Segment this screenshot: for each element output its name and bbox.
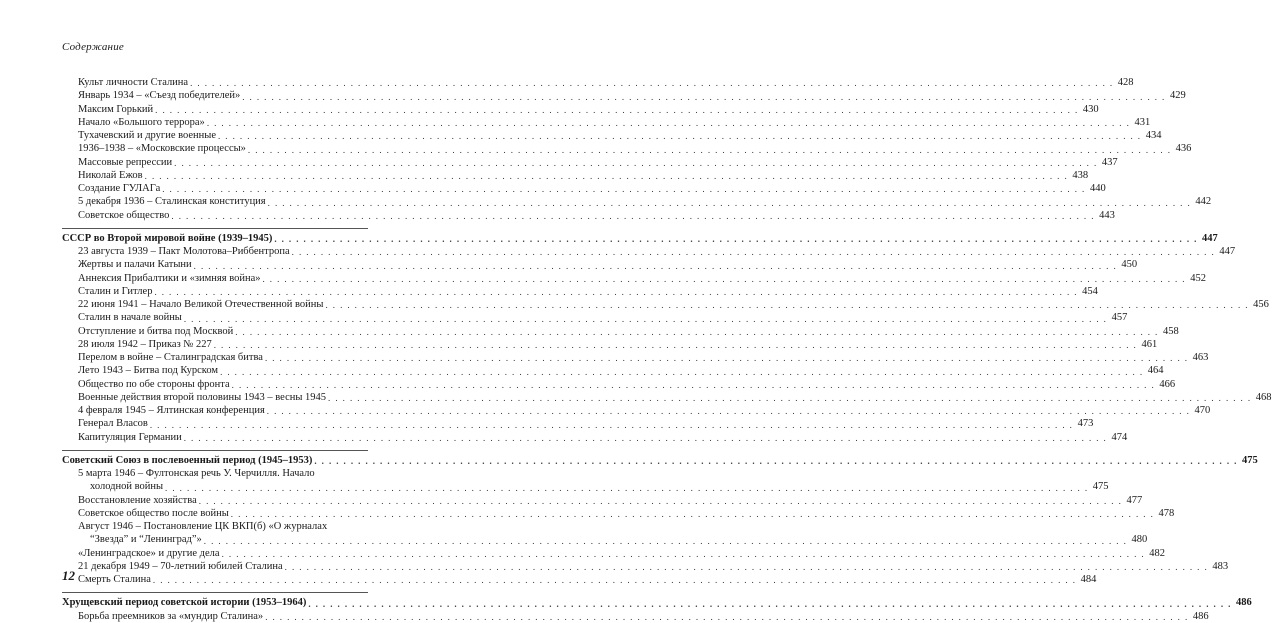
- toc-entry-page: 461: [1141, 338, 1158, 350]
- toc-entry-title: Советское общество после войны: [78, 507, 229, 519]
- dot-leader: [265, 611, 1188, 623]
- toc-entry[interactable]: [62, 311, 1128, 324]
- toc-entry-page: 464: [1147, 365, 1164, 377]
- toc-entry-page: 486: [1236, 597, 1252, 609]
- toc-entry-title: Общество по обе стороны фронта: [78, 378, 230, 390]
- toc-entry-page: 474: [1111, 431, 1128, 443]
- dot-leader: [190, 77, 1113, 89]
- dot-leader: [199, 495, 1122, 507]
- toc-entry-page: 482: [1149, 547, 1166, 559]
- toc-entry-page: 484: [1080, 574, 1097, 585]
- toc-entry-page: 477: [1126, 494, 1143, 506]
- dot-leader: [150, 419, 1073, 431]
- dot-leader: [242, 91, 1165, 103]
- toc-entry-title: Восстановление хозяйства: [78, 494, 197, 506]
- toc-entry-page: 450: [1121, 259, 1138, 271]
- toc-entry-title: Советский Союз в послевоенный период (1945–1953): [62, 454, 313, 466]
- dot-leader: [162, 183, 1085, 195]
- toc-entry-title: 5 декабря 1936 – Сталинская конституция: [78, 196, 266, 208]
- toc-entry-title: «Ленинградское» и другие дела: [78, 547, 220, 559]
- toc-entry[interactable]: [62, 129, 1162, 142]
- toc-entry-page: 466: [1159, 378, 1176, 390]
- toc-entry-title: Военные действия второй половины 1943 – весны 1945: [78, 391, 327, 403]
- toc-entry-title: Сталин в начале войны: [78, 312, 182, 324]
- toc-entry-page: 452: [1190, 272, 1206, 284]
- toc-entry-title: Перелом в войне – Сталинградская битва: [78, 352, 263, 363]
- toc-entry-page: 468: [1255, 391, 1272, 403]
- toc-entry-page: 478: [1158, 507, 1175, 519]
- dot-leader: [220, 366, 1143, 378]
- dot-leader: [235, 326, 1158, 338]
- dot-leader: [265, 352, 1188, 364]
- toc-section-heading[interactable]: [62, 592, 1252, 609]
- toc-entry-title: Сталин и Гитлер: [78, 285, 153, 297]
- toc-entry-title: Смерть Сталина: [78, 574, 151, 585]
- toc-entry-title: Борьба преемников за «мундир Сталина»: [78, 610, 264, 622]
- toc-entry-page: 437: [1101, 156, 1118, 168]
- toc-entry-page: 456: [1253, 299, 1269, 310]
- toc-entry[interactable]: [62, 298, 1269, 311]
- toc-entry-title: 28 июля 1942 – Приказ № 227: [78, 338, 212, 350]
- toc-entry[interactable]: [62, 103, 1099, 116]
- toc-entry[interactable]: [62, 417, 1094, 430]
- table-of-contents: [62, 76, 1272, 623]
- toc-entry[interactable]: [62, 156, 1118, 169]
- toc-entry-page: 463: [1192, 352, 1209, 363]
- toc-entry[interactable]: [62, 142, 1192, 155]
- toc-entry[interactable]: [62, 467, 1109, 494]
- toc-entry[interactable]: [62, 195, 1212, 208]
- toc-entry[interactable]: [62, 209, 1115, 222]
- toc-entry[interactable]: [62, 258, 1138, 271]
- toc-entry[interactable]: [62, 520, 1148, 547]
- dot-leader: [325, 299, 1248, 311]
- dot-leader: [184, 432, 1107, 444]
- dot-leader: [204, 535, 1127, 547]
- toc-entry[interactable]: [62, 169, 1089, 182]
- dot-leader: [274, 233, 1197, 245]
- toc-entry-page: 473: [1077, 418, 1094, 430]
- dot-leader: [222, 548, 1145, 560]
- toc-entry-page: 486: [1192, 610, 1209, 622]
- toc-entry-page: 442: [1195, 196, 1212, 208]
- toc-entry[interactable]: [62, 272, 1206, 285]
- toc-entry-title-continued: холодной войны: [90, 481, 164, 493]
- toc-entry-page: 443: [1099, 209, 1115, 221]
- toc-entry-title: Генерал Власов: [78, 418, 148, 430]
- toc-entry-title: Начало «Большого террора»: [78, 116, 205, 128]
- toc-section-heading[interactable]: [62, 450, 1258, 467]
- toc-entry-title: Советское общество: [78, 209, 170, 221]
- toc-entry-title: 22 июня 1941 – Начало Великой Отечественной войны: [78, 299, 324, 310]
- toc-entry-page: 434: [1145, 130, 1162, 141]
- toc-entry-page: 475: [1092, 481, 1109, 493]
- toc-entry[interactable]: [62, 182, 1106, 195]
- toc-entry[interactable]: [62, 351, 1209, 364]
- toc-section-heading[interactable]: [62, 228, 1218, 245]
- dot-leader: [232, 379, 1155, 391]
- dot-leader: [268, 197, 1191, 209]
- toc-entry-page: 470: [1194, 405, 1211, 416]
- toc-entry[interactable]: [62, 507, 1175, 520]
- page-number: 12: [62, 568, 75, 583]
- toc-entry[interactable]: [62, 89, 1186, 102]
- dot-leader: [328, 392, 1251, 404]
- toc-entry[interactable]: [62, 573, 1097, 586]
- dot-leader: [314, 455, 1237, 467]
- dot-leader: [285, 561, 1208, 573]
- toc-entry-page: 436: [1175, 143, 1192, 155]
- toc-entry-title: Жертвы и палачи Катыни: [78, 259, 192, 271]
- toc-entry[interactable]: [62, 245, 1236, 258]
- toc-entry[interactable]: [62, 431, 1128, 444]
- toc-entry-page: 454: [1082, 285, 1098, 297]
- dot-leader: [218, 130, 1141, 142]
- toc-entry-title: Создание ГУЛАГа: [78, 183, 161, 194]
- dot-leader: [153, 574, 1076, 586]
- toc-entry-page: 475: [1242, 454, 1258, 466]
- running-head: Содержание: [62, 41, 125, 53]
- toc-entry-title: Отступление и битва под Москвой: [78, 325, 234, 337]
- dot-leader: [214, 339, 1137, 351]
- toc-entry-title: 23 августа 1939 – Пакт Молотова–Риббентропа: [78, 246, 290, 257]
- toc-entry[interactable]: [62, 116, 1151, 129]
- dot-leader: [308, 598, 1231, 610]
- dot-leader: [165, 482, 1088, 494]
- toc-entry-title-continued: “Звезда” и “Ленинград”»: [90, 534, 202, 546]
- toc-entry-title: Август 1946 – Постановление ЦК ВКП(б) «О журналах: [78, 521, 328, 532]
- toc-entry[interactable]: [62, 325, 1179, 338]
- dot-leader: [231, 508, 1154, 520]
- dot-leader: [155, 104, 1078, 116]
- dot-leader: [267, 405, 1190, 417]
- toc-entry-title: СССР во Второй мировой войне (1939–1945): [62, 232, 273, 244]
- toc-entry-page: 430: [1082, 103, 1099, 115]
- toc-entry-page: 440: [1089, 183, 1106, 194]
- toc-entry-title: Аннексия Прибалтики и «зимняя война»: [78, 272, 261, 284]
- toc-entry[interactable]: [62, 76, 1134, 89]
- toc-entry-title: 21 декабря 1949 – 70-летний юбилей Сталина: [78, 560, 283, 572]
- toc-entry-page: 447: [1219, 246, 1236, 257]
- toc-entry-page: 431: [1134, 116, 1151, 128]
- toc-entry-title: 4 февраля 1945 – Ялтинская конференция: [78, 405, 265, 416]
- toc-entry-title: Максим Горький: [78, 103, 154, 115]
- dot-leader: [263, 273, 1186, 285]
- toc-entry-page: 438: [1072, 169, 1089, 181]
- toc-entry-title: Массовые репрессии: [78, 156, 173, 168]
- toc-entry-page: 483: [1212, 560, 1229, 572]
- toc-entry-page: 447: [1202, 232, 1218, 244]
- toc-entry[interactable]: [62, 610, 1209, 623]
- toc-entry-title: Январь 1934 – «Съезд победителей»: [78, 90, 241, 102]
- toc-entry-title: Культ личности Сталина: [78, 77, 189, 88]
- toc-entry[interactable]: [62, 378, 1176, 391]
- toc-entry-title: 5 марта 1946 – Фултонская речь У. Черчилля. Начало: [78, 468, 315, 479]
- dot-leader: [248, 144, 1171, 156]
- toc-entry-page: 480: [1131, 534, 1148, 546]
- dot-leader: [154, 286, 1077, 298]
- dot-leader: [194, 260, 1117, 272]
- toc-entry-page: 458: [1162, 325, 1179, 337]
- toc-entry[interactable]: [62, 338, 1158, 351]
- toc-entry-title: Хрущевский период советской истории (1953–1964): [62, 597, 307, 609]
- toc-entry-title: Тухачевский и другие военные: [78, 130, 216, 141]
- toc-entry[interactable]: [62, 560, 1229, 573]
- toc-entry-title: Лето 1943 – Битва под Курском: [78, 365, 219, 377]
- toc-entry[interactable]: [62, 404, 1211, 417]
- dot-leader: [145, 170, 1068, 182]
- dot-leader: [207, 117, 1130, 129]
- dot-leader: [174, 157, 1097, 169]
- toc-entry[interactable]: [62, 547, 1166, 560]
- toc-entry-page: 428: [1117, 77, 1134, 88]
- toc-entry[interactable]: [62, 494, 1143, 507]
- dot-leader: [292, 246, 1215, 258]
- toc-entry[interactable]: [62, 391, 1272, 404]
- toc-entry-page: 457: [1111, 312, 1128, 324]
- toc-entry[interactable]: [62, 285, 1098, 298]
- toc-entry[interactable]: [62, 364, 1164, 377]
- toc-entry-title: Николай Ежов: [78, 169, 143, 181]
- dot-leader: [184, 313, 1107, 325]
- toc-entry-title: 1936–1938 – «Московские процессы»: [78, 143, 246, 155]
- dot-leader: [171, 210, 1094, 222]
- toc-entry-page: 429: [1169, 90, 1186, 102]
- toc-entry-title: Капитуляция Германии: [78, 431, 182, 443]
